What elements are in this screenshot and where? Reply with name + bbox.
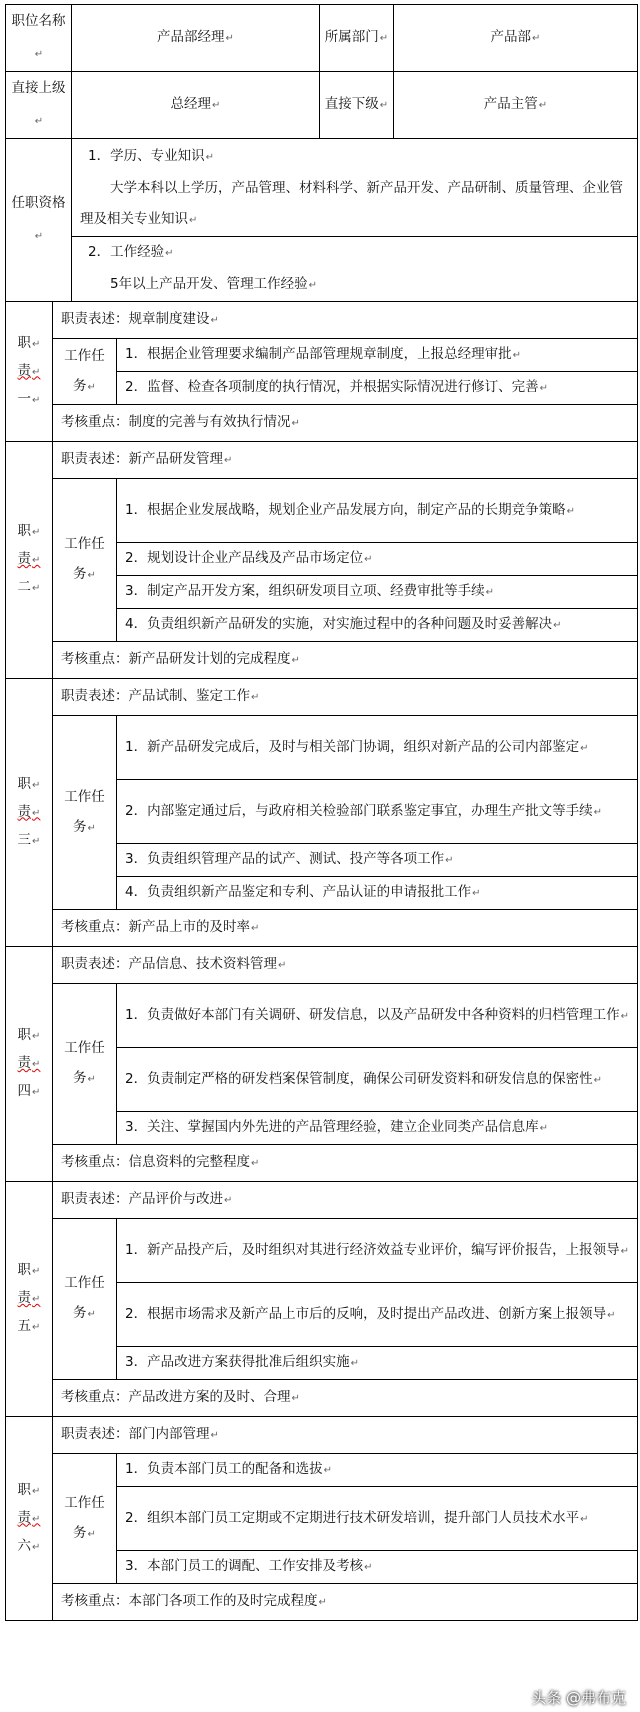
work-task-label: 工作任务 ↵ [53, 716, 117, 910]
duty-table-3 [5, 678, 638, 947]
job-header-table [5, 4, 638, 139]
task-item: 2．监督、检查各项制度的执行情况，并根据实际情况进行修订、完善 ↵ [117, 372, 638, 405]
department-value: 产品部 ↵ [394, 5, 638, 72]
duty-statement: 职责表述：新产品研发管理 ↵ [53, 442, 638, 479]
subordinate-value: 产品主管 ↵ [394, 72, 638, 139]
task-item: 2．内部鉴定通过后，与政府相关检验部门联系鉴定事宜，办理生产批文等手续 ↵ [117, 780, 638, 844]
duty-table-1 [5, 301, 638, 442]
task-item: 3．制定产品开发方案，组织研发项目立项、经费审批等手续 ↵ [117, 576, 638, 609]
duty-label-cell [6, 947, 53, 1182]
task-item: 1．负责本部门员工的配备和选拔 ↵ [117, 1454, 638, 1487]
task-item: 1．根据企业管理要求编制产品部管理规章制度，上报总经理审批 ↵ [117, 339, 638, 372]
duties-section [5, 301, 637, 1621]
duty-statement: 职责表述：部门内部管理 ↵ [53, 1417, 638, 1454]
assessment-focus: 考核重点：本部门各项工作的及时完成程度 ↵ [53, 1584, 638, 1621]
education-title: 1．学历、专业知识 ↵ [80, 141, 633, 173]
task-item: 3．负责组织管理产品的试产、测试、投产等各项工作 ↵ [117, 844, 638, 877]
position-value: 产品部经理 ↵ [72, 5, 320, 72]
duty-table-6 [5, 1416, 638, 1621]
duty-table-2 [5, 441, 638, 679]
job-description-document [5, 4, 637, 1621]
task-item: 1．负责做好本部门有关调研、研发信息，以及产品研发中各种资料的归档管理工作 ↵ [117, 984, 638, 1048]
subordinate-label: 直接下级 ↵ [320, 72, 394, 139]
task-item: 4．负责组织新产品鉴定和专利、产品认证的申请报批工作 ↵ [117, 877, 638, 910]
task-item: 2．组织本部门员工定期或不定期进行技术研发培训，提升部门人员技术水平 ↵ [117, 1487, 638, 1551]
duty-statement: 职责表述：产品评价与改进 ↵ [53, 1182, 638, 1219]
task-item: 2．根据市场需求及新产品上市后的反响，及时提出产品改进、创新方案上报领导 ↵ [117, 1283, 638, 1347]
duty-label-cell [6, 1182, 53, 1417]
task-item: 1．新产品研发完成后，及时与相关部门协调，组织对新产品的公司内部鉴定 ↵ [117, 716, 638, 780]
qualifications-label: 任职资格 ↵ [6, 139, 72, 302]
duty-statement: 职责表述：产品试制、鉴定工作 ↵ [53, 679, 638, 716]
task-item: 4．负责组织新产品研发的实施，对实施过程中的各种问题及时妥善解决 ↵ [117, 609, 638, 642]
duty-label: 职 ↵ 责 ↵ 一 ↵ [6, 330, 52, 414]
experience-text: 5年以上产品开发、管理工作经验 ↵ [80, 269, 633, 301]
work-task-label: 工作任务 ↵ [53, 984, 117, 1145]
task-item: 3．本部门员工的调配、工作安排及考核 ↵ [117, 1551, 638, 1584]
work-task-label: 工作任务 ↵ [53, 479, 117, 642]
task-item: 3．关注、掌握国内外先进的产品管理经验，建立企业同类产品信息库 ↵ [117, 1112, 638, 1145]
watermark: 头条 @弗布克 [531, 1689, 626, 1707]
duty-label: 职 ↵ 责 ↵ 三 ↵ [6, 771, 52, 855]
task-item: 1．新产品投产后，及时组织对其进行经济效益专业评价，编写评价报告，上报领导 ↵ [117, 1219, 638, 1283]
duty-table-4 [5, 946, 638, 1182]
work-task-label: 工作任务 ↵ [53, 1454, 117, 1584]
work-task-label: 工作任务 ↵ [53, 1219, 117, 1380]
task-item: 2．规划设计企业产品线及产品市场定位 ↵ [117, 543, 638, 576]
duty-label: 职 ↵ 责 ↵ 四 ↵ [6, 1022, 52, 1106]
superior-value: 总经理 ↵ [72, 72, 320, 139]
duty-label: 职 ↵ 责 ↵ 六 ↵ [6, 1477, 52, 1561]
assessment-focus: 考核重点：产品改进方案的及时、合理 ↵ [53, 1380, 638, 1417]
position-label: 职位名称 ↵ [6, 5, 72, 72]
duty-statement: 职责表述：产品信息、技术资料管理 ↵ [53, 947, 638, 984]
duty-label-cell [6, 679, 53, 947]
education-text: 大学本科以上学历，产品管理、材料科学、新产品开发、产品研制、质量管理、企业管理及相关专业知识 ↵ [80, 173, 633, 236]
department-label: 所属部门 ↵ [320, 5, 394, 72]
duty-label-cell [6, 442, 53, 679]
duty-label-cell [6, 302, 53, 442]
assessment-focus: 考核重点：信息资料的完整程度 ↵ [53, 1145, 638, 1182]
task-item: 2．负责制定严格的研发档案保管制度，确保公司研发资料和研发信息的保密性 ↵ [117, 1048, 638, 1112]
experience-title: 2．工作经验 ↵ [80, 237, 633, 269]
assessment-focus: 考核重点：新产品上市的及时率 ↵ [53, 910, 638, 947]
work-task-label: 工作任务 ↵ [53, 339, 117, 405]
qualifications-table [5, 138, 638, 302]
assessment-focus: 考核重点：新产品研发计划的完成程度 ↵ [53, 642, 638, 679]
task-item: 1．根据企业发展战略，规划企业产品发展方向，制定产品的长期竞争策略 ↵ [117, 479, 638, 543]
duty-label: 职 ↵ 责 ↵ 五 ↵ [6, 1257, 52, 1341]
assessment-focus: 考核重点：制度的完善与有效执行情况 ↵ [53, 405, 638, 442]
duty-label: 职 ↵ 责 ↵ 二 ↵ [6, 518, 52, 602]
duty-table-5 [5, 1181, 638, 1417]
duty-statement: 职责表述：规章制度建设 ↵ [53, 302, 638, 339]
duty-label-cell [6, 1417, 53, 1621]
task-item: 3．产品改进方案获得批准后组织实施 ↵ [117, 1347, 638, 1380]
superior-label: 直接上级 ↵ [6, 72, 72, 139]
